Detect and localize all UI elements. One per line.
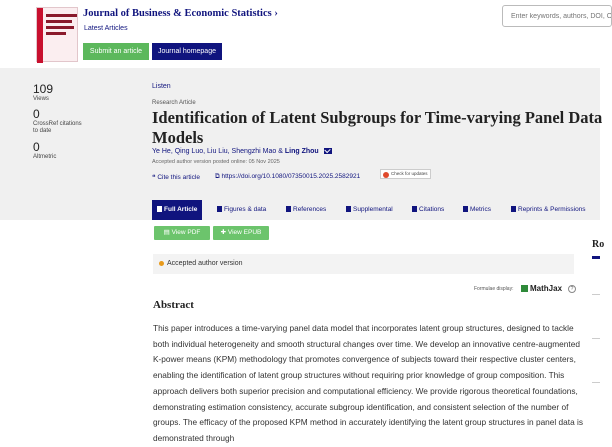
related-divider <box>592 338 600 339</box>
info-icon <box>159 261 164 266</box>
formulae-display-label: Formulae display: <box>474 286 514 292</box>
related-divider <box>592 382 600 383</box>
listen-button[interactable]: Listen <box>152 83 171 90</box>
view-epub-button[interactable]: ✚ View EPUB <box>213 226 269 240</box>
accepted-notice <box>153 254 574 274</box>
checkmark-icon <box>521 285 528 292</box>
altmetric-count: 0 <box>33 140 40 154</box>
related-divider <box>592 294 600 295</box>
pdf-icon: ▤ <box>163 229 172 236</box>
help-icon[interactable]: ? <box>568 285 576 293</box>
related-heading: Ro <box>592 239 605 250</box>
quote-icon <box>412 206 417 212</box>
posted-date: Accepted author version posted online: 05 Nov 2025 <box>152 159 280 165</box>
tab-figures-data[interactable]: Figures & data <box>217 200 266 220</box>
updates-label: Check for updates <box>391 171 428 176</box>
mathjax-toggle[interactable] <box>521 284 562 293</box>
views-count: 109 <box>33 82 54 96</box>
plus-icon <box>346 206 351 212</box>
tab-citations[interactable]: Citations <box>412 200 444 220</box>
author-link[interactable]: Shengzhi Mao <box>231 148 277 155</box>
email-icon[interactable] <box>324 148 332 154</box>
tab-metrics[interactable]: Metrics <box>463 200 491 220</box>
journal-homepage-button[interactable]: Journal homepage <box>152 43 222 60</box>
abstract-text: This paper introduces a time-varying panel data model that incorporates latent group structures, designed to tackle both individual heterogeneity and smooth structural changes over time. We develop an innovative centre-augmented K-power means (KPM) methodology that promotes convergence of subjects toward their respective cluster centers, enabling the identification of latent group structures without requiring prior knowledge of group composition. This approach delivers both superior precision and computational efficiency. We provide rigorous theoretical foundations, demonstrating estimation consistency, accurate subgroup identification, and consistent selection of the number of groups. The efficacy of the proposed KPM method in accurately identifying the latent group structures in panel data is demonstrated through <box>153 323 583 443</box>
altmetric-label: Altmetric <box>33 154 57 160</box>
citations-count: 0 <box>33 107 40 121</box>
epub-icon: ✚ <box>220 229 228 236</box>
related-accent-bar <box>592 256 600 259</box>
doi-link[interactable] <box>215 173 360 181</box>
abstract-body <box>153 321 584 447</box>
author-link[interactable]: Qing Luo <box>174 148 204 155</box>
search-input[interactable] <box>502 5 612 27</box>
accepted-text: Accepted author version <box>167 260 243 267</box>
author-list: Ye He, Qing Luo, Liu Liu, Shengzhi Mao & Ling Zhou <box>152 148 332 155</box>
journal-title-link[interactable] <box>83 8 278 19</box>
doi-text[interactable]: https://doi.org/10.1080/07350015.2025.2582921 <box>221 173 361 180</box>
cite-label[interactable]: Cite this article <box>157 174 200 181</box>
views-label: Views <box>33 96 49 102</box>
site-header <box>0 0 600 68</box>
article-tabs <box>152 200 612 220</box>
book-icon <box>286 206 291 212</box>
journal-cover-image[interactable] <box>36 7 78 62</box>
tab-reprints-permissions[interactable]: Reprints & Permissions <box>511 200 586 220</box>
author-link[interactable]: Ling Zhou <box>284 148 319 155</box>
related-research-column <box>592 236 605 438</box>
latest-articles-link[interactable]: Latest Articles <box>84 25 128 32</box>
cart-icon <box>511 206 516 212</box>
citations-label: CrossRef citations to date <box>33 121 82 134</box>
tab-full-article[interactable]: Full Article <box>152 200 202 220</box>
image-icon <box>217 206 222 212</box>
author-ampersand: & <box>278 148 283 155</box>
view-pdf-button[interactable]: ▤ View PDF <box>154 226 210 240</box>
tab-supplemental[interactable]: Supplemental <box>346 200 393 220</box>
abstract-heading: Abstract <box>153 299 194 311</box>
document-icon <box>157 206 162 212</box>
submit-article-button[interactable]: Submit an article <box>83 43 149 60</box>
crossmark-icon <box>383 172 389 178</box>
author-link[interactable]: Liu Liu <box>207 148 228 155</box>
tab-references[interactable]: References <box>286 200 326 220</box>
journal-title-text[interactable]: Journal of Business & Economic Statistics <box>83 8 272 19</box>
article-title: Identification of Latent Subgroups for Time-varying Panel Data Models <box>152 108 603 147</box>
cite-article-link[interactable] <box>152 173 200 181</box>
mathjax-brand: MathJax <box>530 284 563 293</box>
chevron-right-icon: › <box>274 8 278 19</box>
external-link-icon: ⧉ <box>215 173 222 180</box>
bar-chart-icon <box>463 206 468 212</box>
author-link[interactable]: Ye He <box>152 148 171 155</box>
quote-icon: ❝ <box>152 174 158 181</box>
article-type: Research Article <box>152 100 196 106</box>
check-for-updates-button[interactable] <box>380 169 431 179</box>
